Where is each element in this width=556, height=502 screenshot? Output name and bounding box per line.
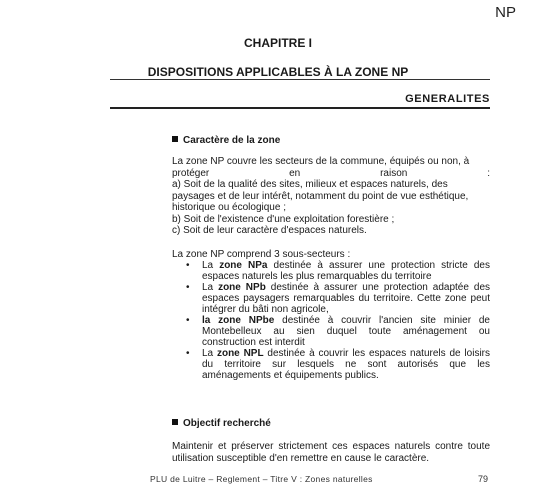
- zone-code: NP: [495, 4, 516, 21]
- page-number: 79: [477, 474, 488, 484]
- page-footer: PLU de Luitre – Reglement – Titre V : Zones naturelles: [150, 474, 373, 484]
- square-bullet-icon: [172, 419, 178, 425]
- list-item: • la zone NPbe destinée à couvrir l'ancien site minier de Montebelleux au sien duquel toute aménagement ou construction est interdit: [186, 315, 490, 348]
- list-item: • La zone NPL destinée à couvrir les espaces naturels de loisirs du territoire sur lesquels ne sont autorisés que les aménagements et équipements publics.: [186, 348, 490, 381]
- intro-line-2: [172, 168, 490, 180]
- intro-word: :: [487, 167, 490, 179]
- list-item: • La zone NPb destinée à assurer une protection adaptée des espaces paysagers remarquables du territoire. Cette zone peut intégrer du bâti non agricole,: [186, 282, 490, 315]
- zone-description: [172, 156, 490, 237]
- subheading-caractere: [172, 135, 280, 146]
- subsector-list: [186, 260, 490, 381]
- chapter-title: DISPOSITIONS APPLICABLES À LA ZONE NP: [147, 65, 409, 79]
- subheading-objectif: [172, 418, 271, 429]
- intro-word: raison: [380, 167, 408, 179]
- intro-word: en: [289, 167, 301, 179]
- criterion-b: b) Soit de l'existence d'une exploitation forestière ;: [172, 213, 395, 225]
- subsectors-intro: La zone NP comprend 3 sous-secteurs :: [172, 249, 351, 260]
- title-divider: [110, 79, 490, 80]
- square-bullet-icon: [172, 136, 178, 142]
- list-item: • La zone NPa destinée à assurer une protection stricte des espaces naturels les plus remarquables du territoire: [186, 260, 490, 282]
- criterion-a: a) Soit de la qualité des sites, milieux et espaces naturels, des paysages et de leur intérêt, notamment du point de vue esthétique, historique ou écologique ;: [172, 179, 469, 213]
- intro-line: La zone NP couvre les secteurs de la commune, équipés ou non, à: [172, 156, 470, 167]
- objective-text: Maintenir et préserver strictement ces espaces naturels contre toute utilisation susceptible d'en remettre en cause le caractère.: [172, 441, 490, 464]
- chapter-number: CHAPITRE I: [243, 36, 312, 50]
- section-heading: GENERALITES: [405, 93, 490, 105]
- criterion-c: c) Soit de leur caractère d'espaces naturels.: [172, 225, 367, 236]
- subheading-label: Caractère de la zone: [183, 135, 281, 146]
- intro-word: protéger: [172, 167, 210, 179]
- section-divider: [110, 107, 490, 109]
- subheading-label: Objectif recherché: [183, 418, 271, 429]
